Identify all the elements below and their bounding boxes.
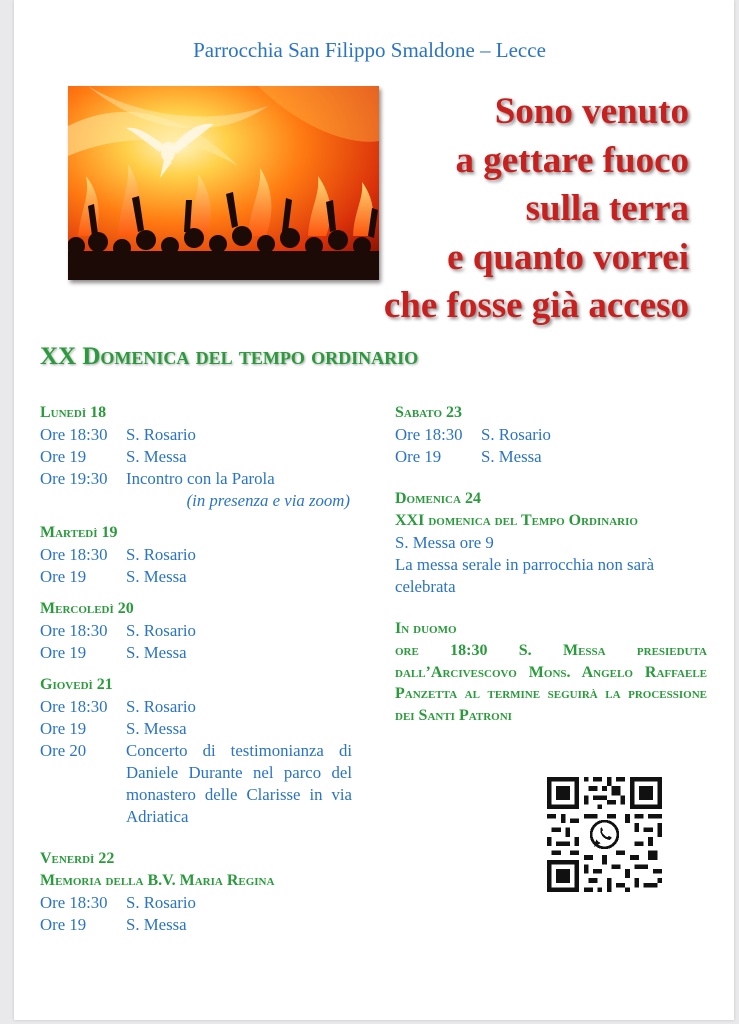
event: S. Messa [126,567,187,586]
event: S. Rosario [126,545,196,564]
time: Ore 19:30 [40,469,108,488]
event: S. Rosario [126,621,196,640]
schedule-left-column [40,402,352,936]
evening-mass-note: La messa serale in parrocchia non sarà celebrata [395,555,655,596]
time: Ore 19 [40,447,87,466]
day-subheader-sunday: XXI domenica del Tempo Ordinario [395,512,638,529]
schedule-row [40,740,352,828]
schedule-right-column [395,402,707,726]
gospel-quote [384,88,689,331]
schedule-row [40,718,352,740]
day-header-friday: Venerdì 22 [40,850,115,867]
schedule-row [40,544,352,566]
event: S. Rosario [126,425,196,444]
quote-line: sulla terra [525,188,689,229]
time: Ore 18:30 [40,621,108,640]
time: Ore 18:30 [395,425,463,444]
schedule-row [40,446,352,468]
quote-line: Sono venuto [494,91,689,132]
schedule-row [40,642,352,664]
event: S. Rosario [481,425,551,444]
event: S. Messa [126,643,187,662]
day-header-saturday: Sabato 23 [395,404,463,421]
time: Ore 19 [40,567,87,586]
sunday-mass-time: S. Messa ore 9 [395,533,494,552]
day-header-thursday: Giovedì 21 [40,676,113,693]
event-note: (in presenza e via zoom) [186,491,350,510]
time: Ore 18:30 [40,893,108,912]
schedule-row [40,892,352,914]
time: Ore 18:30 [40,425,108,444]
event: S. Rosario [126,893,196,912]
duomo-announcement: ore 18:30 S. Messa presieduta dall’Arcivescovo Mons. Angelo Raffaele Panzetta al termine seguirà la processione dei Santi Patroni [395,642,707,724]
schedule-row [40,424,352,446]
schedule-row [40,468,352,490]
schedule-row [40,620,352,642]
quote-line: e quanto vorrei [447,236,689,278]
schedule-row [395,446,707,468]
schedule-row [40,696,352,718]
schedule-row [40,566,352,588]
time: Ore 19 [40,719,87,738]
time: Ore 19 [395,447,442,466]
time: Ore 18:30 [40,697,108,716]
whatsapp-qr-code[interactable] [547,777,662,892]
duomo-header: In duomo [395,620,457,637]
day-header-wednesday: Mercoledì 20 [40,600,134,617]
event: Concerto di testimonianza di Daniele Durante nel parco del monastero delle Clarisse in via Adriatica [126,741,352,826]
event: S. Messa [481,447,542,466]
quote-line: che fosse già acceso [383,285,689,326]
parish-name: Parrocchia San Filippo Smaldone – Lecce [193,38,546,62]
event: S. Rosario [126,697,196,716]
schedule-row [40,914,352,936]
day-header-sunday: Domenica 24 [395,490,481,507]
time: Ore 19 [40,643,87,662]
time: Ore 20 [40,741,87,760]
event: S. Messa [126,447,187,466]
schedule-row [395,424,707,446]
day-header-monday: Lunedì 18 [40,404,107,421]
fire-crowd-dove-image [68,86,379,280]
event: S. Messa [126,915,187,934]
time: Ore 19 [40,915,87,934]
day-header-tuesday: Martedì 19 [40,524,118,541]
day-subheader-friday: Memoria della B.V. Maria Regina [40,872,275,889]
event: Incontro con la Parola [126,469,275,488]
time: Ore 18:30 [40,545,108,564]
quote-line: a gettare fuoco [455,139,689,181]
event: S. Messa [126,719,187,738]
sunday-title: XX Domenica del tempo ordinario [40,343,419,370]
